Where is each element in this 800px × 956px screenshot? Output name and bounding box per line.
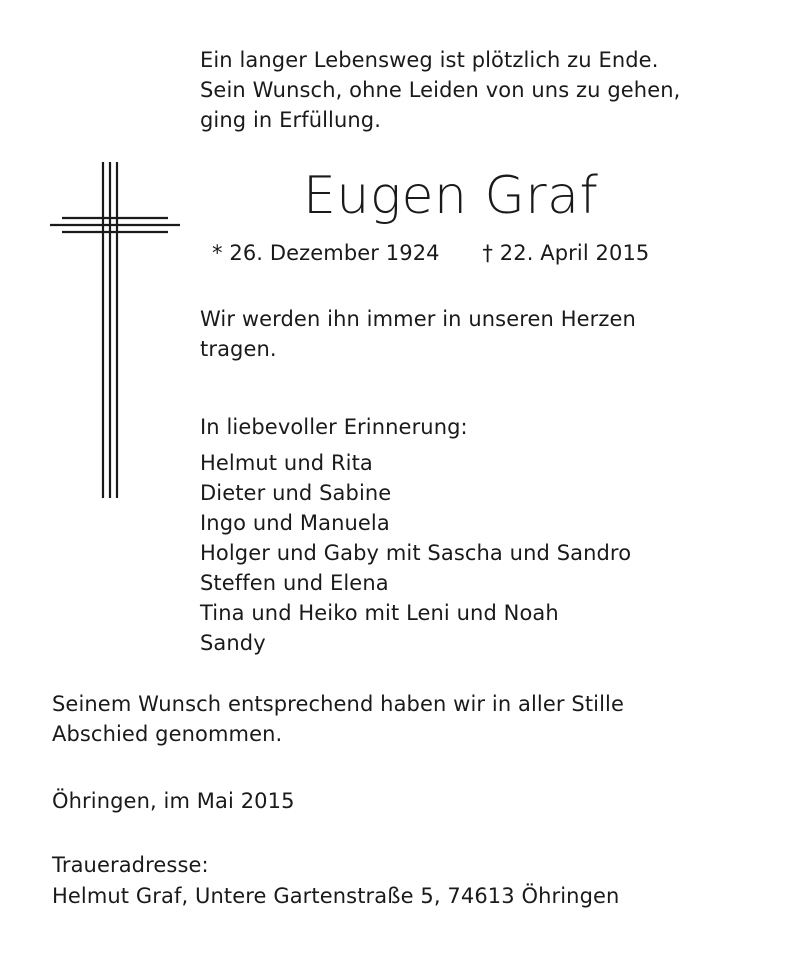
list-item: Sandy [200,631,266,655]
deceased-name: Eugen Graf [303,166,599,226]
tribute-line: Wir werden ihn immer in unseren Herzen [200,307,636,331]
list-item: Holger und Gaby mit Sascha und Sandro [200,541,632,565]
list-item: Dieter und Sabine [200,481,392,505]
farewell-text [52,689,624,749]
motto-line: Ein langer Lebensweg ist plötzlich zu Ende. [200,48,659,72]
death-date: † 22. April 2015 [482,241,650,265]
life-dates [212,238,649,268]
mourning-address: Helmut Graf, Untere Gartenstraße 5, 74613 Öhringen [52,884,620,908]
mourners-list [200,448,631,658]
motto-line: Sein Wunsch, ohne Leiden von uns zu gehen, [200,78,681,102]
birth-date: * 26. Dezember 1924 [212,241,440,265]
address-label: Traueradresse: [52,853,209,877]
remembrance-heading: In liebevoller Erinnerung: [200,415,468,439]
farewell-line: Seinem Wunsch entsprechend haben wir in aller Stille [52,692,624,716]
tribute-line: tragen. [200,337,277,361]
list-item: Ingo und Manuela [200,511,390,535]
place-date: Öhringen, im Mai 2015 [52,789,295,813]
farewell-line: Abschied genommen. [52,722,283,746]
list-item: Steffen und Elena [200,571,389,595]
cross-icon [50,162,180,498]
list-item: Tina und Heiko mit Leni und Noah [200,601,559,625]
motto-text [200,45,680,135]
list-item: Helmut und Rita [200,451,373,475]
tribute-text [200,304,636,364]
motto-line: ging in Erfüllung. [200,108,381,132]
